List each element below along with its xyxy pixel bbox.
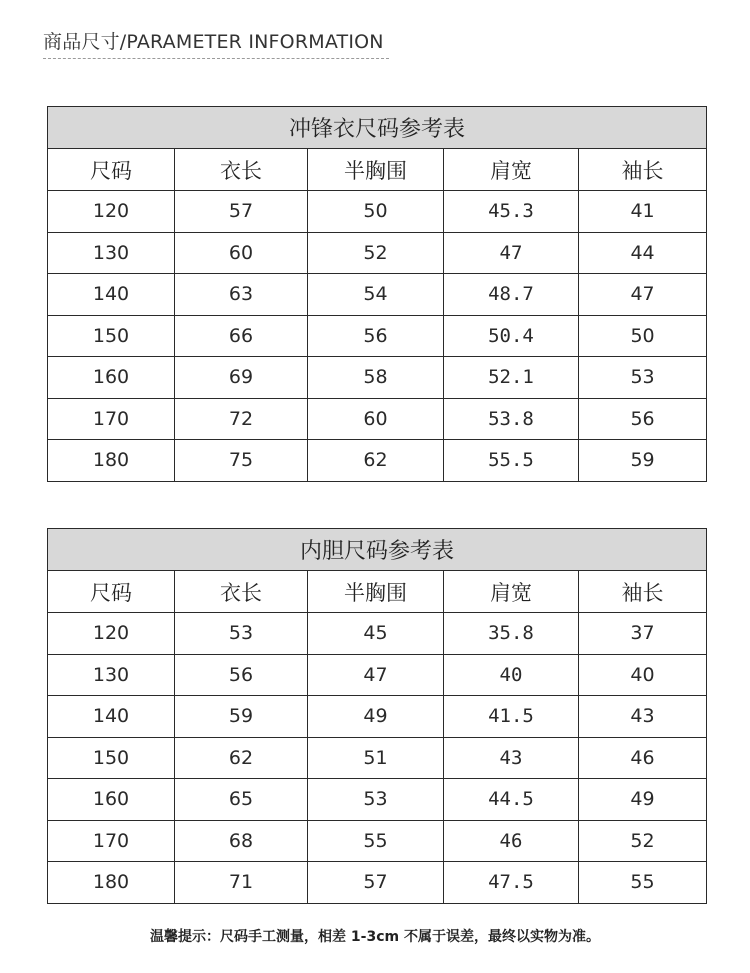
table-cell: 55 bbox=[308, 820, 444, 862]
table-cell: 160 bbox=[48, 779, 175, 821]
table-cell: 47 bbox=[579, 274, 707, 316]
column-header: 肩宽 bbox=[444, 571, 579, 613]
table-cell: 71 bbox=[175, 862, 308, 904]
table-row bbox=[48, 232, 707, 274]
table-cell: 49 bbox=[579, 779, 707, 821]
table-cell: 52 bbox=[579, 820, 707, 862]
table-cell: 57 bbox=[175, 191, 308, 233]
table-cell: 130 bbox=[48, 654, 175, 696]
table-cell: 53 bbox=[579, 357, 707, 399]
table-header-row bbox=[48, 571, 707, 613]
table-cell: 62 bbox=[175, 737, 308, 779]
table-row bbox=[48, 737, 707, 779]
footer-note: 温馨提示：尺码手工测量，相差 1-3cm 不属于误差，最终以实物为准。 bbox=[150, 929, 600, 945]
table-cell: 47 bbox=[444, 232, 579, 274]
table-cell: 47.5 bbox=[444, 862, 579, 904]
jacket-size-table bbox=[47, 106, 707, 482]
table-cell: 50 bbox=[579, 315, 707, 357]
table-cell: 160 bbox=[48, 357, 175, 399]
table-cell: 37 bbox=[579, 613, 707, 655]
table-cell: 63 bbox=[175, 274, 308, 316]
table-cell: 52 bbox=[308, 232, 444, 274]
table-cell: 140 bbox=[48, 274, 175, 316]
table-cell: 170 bbox=[48, 820, 175, 862]
table-cell: 150 bbox=[48, 315, 175, 357]
table-row bbox=[48, 191, 707, 233]
table-cell: 65 bbox=[175, 779, 308, 821]
table-row bbox=[48, 398, 707, 440]
table-title: 冲锋衣尺码参考表 bbox=[48, 107, 707, 149]
table-cell: 40 bbox=[579, 654, 707, 696]
dashed-divider bbox=[43, 58, 389, 59]
table-row bbox=[48, 779, 707, 821]
table-cell: 47 bbox=[308, 654, 444, 696]
table-cell: 45 bbox=[308, 613, 444, 655]
table-cell: 53 bbox=[308, 779, 444, 821]
table-cell: 50 bbox=[308, 191, 444, 233]
table-cell: 60 bbox=[175, 232, 308, 274]
table-cell: 46 bbox=[579, 737, 707, 779]
table-cell: 40 bbox=[444, 654, 579, 696]
table-cell: 49 bbox=[308, 696, 444, 738]
table-cell: 57 bbox=[308, 862, 444, 904]
section-header bbox=[43, 30, 389, 60]
table-cell: 45.3 bbox=[444, 191, 579, 233]
table-cell: 52.1 bbox=[444, 357, 579, 399]
table-cell: 120 bbox=[48, 613, 175, 655]
table-cell: 66 bbox=[175, 315, 308, 357]
table-row bbox=[48, 862, 707, 904]
table-row bbox=[48, 820, 707, 862]
table-cell: 50.4 bbox=[444, 315, 579, 357]
table-cell: 43 bbox=[444, 737, 579, 779]
table-cell: 140 bbox=[48, 696, 175, 738]
table-cell: 62 bbox=[308, 440, 444, 482]
table-cell: 53 bbox=[175, 613, 308, 655]
table-cell: 55.5 bbox=[444, 440, 579, 482]
table-cell: 150 bbox=[48, 737, 175, 779]
table-cell: 72 bbox=[175, 398, 308, 440]
table-row bbox=[48, 315, 707, 357]
table-cell: 58 bbox=[308, 357, 444, 399]
table-title-row bbox=[48, 107, 707, 149]
table-row bbox=[48, 654, 707, 696]
table-cell: 41 bbox=[579, 191, 707, 233]
table-cell: 180 bbox=[48, 440, 175, 482]
table-cell: 56 bbox=[175, 654, 308, 696]
column-header: 衣长 bbox=[175, 149, 308, 191]
column-header: 袖长 bbox=[579, 149, 707, 191]
table-cell: 120 bbox=[48, 191, 175, 233]
table-cell: 48.7 bbox=[444, 274, 579, 316]
column-header: 袖长 bbox=[579, 571, 707, 613]
table-row bbox=[48, 613, 707, 655]
table-cell: 130 bbox=[48, 232, 175, 274]
table-cell: 56 bbox=[579, 398, 707, 440]
table-cell: 180 bbox=[48, 862, 175, 904]
table-cell: 46 bbox=[444, 820, 579, 862]
column-header: 尺码 bbox=[48, 571, 175, 613]
column-header: 半胸围 bbox=[308, 149, 444, 191]
table-cell: 69 bbox=[175, 357, 308, 399]
table-cell: 41.5 bbox=[444, 696, 579, 738]
table-cell: 53.8 bbox=[444, 398, 579, 440]
liner-size-table bbox=[47, 528, 707, 904]
table-header-row bbox=[48, 149, 707, 191]
table-cell: 54 bbox=[308, 274, 444, 316]
table-title: 内胆尺码参考表 bbox=[48, 529, 707, 571]
table-cell: 55 bbox=[579, 862, 707, 904]
table-row bbox=[48, 440, 707, 482]
table-cell: 43 bbox=[579, 696, 707, 738]
table-cell: 170 bbox=[48, 398, 175, 440]
table-cell: 44 bbox=[579, 232, 707, 274]
table-cell: 59 bbox=[175, 696, 308, 738]
table-row bbox=[48, 696, 707, 738]
section-title: 商品尺寸/PARAMETER INFORMATION bbox=[43, 31, 384, 53]
table-cell: 75 bbox=[175, 440, 308, 482]
table-cell: 60 bbox=[308, 398, 444, 440]
column-header: 半胸围 bbox=[308, 571, 444, 613]
table-cell: 59 bbox=[579, 440, 707, 482]
table-row bbox=[48, 274, 707, 316]
table-cell: 44.5 bbox=[444, 779, 579, 821]
table-cell: 35.8 bbox=[444, 613, 579, 655]
table-cell: 56 bbox=[308, 315, 444, 357]
table-row bbox=[48, 357, 707, 399]
table-title-row bbox=[48, 529, 707, 571]
table-cell: 51 bbox=[308, 737, 444, 779]
column-header: 肩宽 bbox=[444, 149, 579, 191]
column-header: 尺码 bbox=[48, 149, 175, 191]
table-cell: 68 bbox=[175, 820, 308, 862]
column-header: 衣长 bbox=[175, 571, 308, 613]
